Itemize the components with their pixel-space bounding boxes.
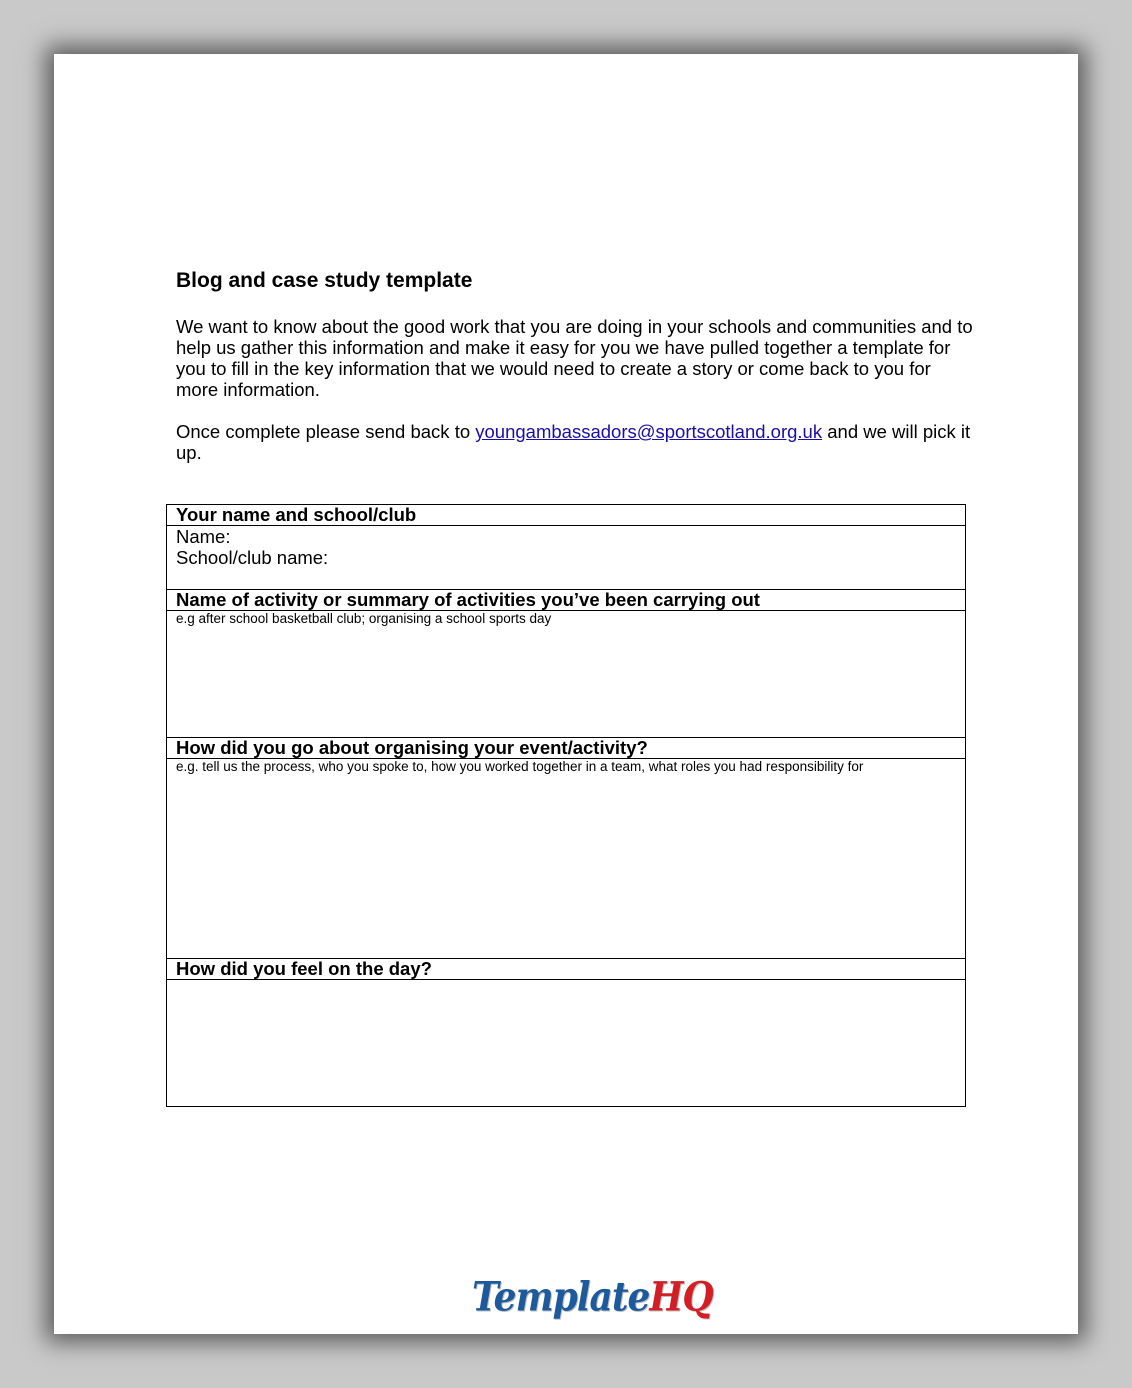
organising-field[interactable] <box>167 759 966 959</box>
document-page <box>54 54 1078 1334</box>
name-label: Name: <box>176 526 231 547</box>
section-heading-activity: Name of activity or summary of activities you’ve been carrying out <box>167 590 966 611</box>
email-link[interactable]: youngambassadors@sportscotland.org.uk <box>475 421 823 442</box>
section-heading-organising: How did you go about organising your event/activity? <box>167 738 966 759</box>
name-school-field[interactable] <box>167 526 966 590</box>
activity-hint: e.g after school basketball club; organising a school sports day <box>176 611 552 626</box>
organising-hint: e.g. tell us the process, who you spoke to, how you worked together in a team, what roles you had responsibility for <box>176 759 864 774</box>
send-back-suffix: and we will pick it up. <box>176 421 971 463</box>
activity-field[interactable] <box>167 611 966 738</box>
school-club-label: School/club name: <box>176 547 329 568</box>
logo-hq-text: HQ <box>649 1273 713 1321</box>
case-study-form <box>166 504 966 1107</box>
section-heading-feelings: How did you feel on the day? <box>167 959 966 980</box>
templatehq-logo <box>472 1273 713 1320</box>
page-title: Blog and case study template <box>176 269 473 292</box>
send-back-prefix: Once complete please send back to <box>176 421 476 442</box>
feelings-field[interactable] <box>167 980 966 1107</box>
send-back-paragraph <box>176 421 976 463</box>
section-heading-name-school: Your name and school/club <box>167 505 966 526</box>
logo-template-text: Template <box>472 1273 650 1321</box>
intro-paragraph: We want to know about the good work that you are doing in your schools and communities and to help us gather this information and make it easy for you we have pulled together a template for you to fill in the key information that we would need to create a story or come back to you for more information. <box>176 316 973 400</box>
